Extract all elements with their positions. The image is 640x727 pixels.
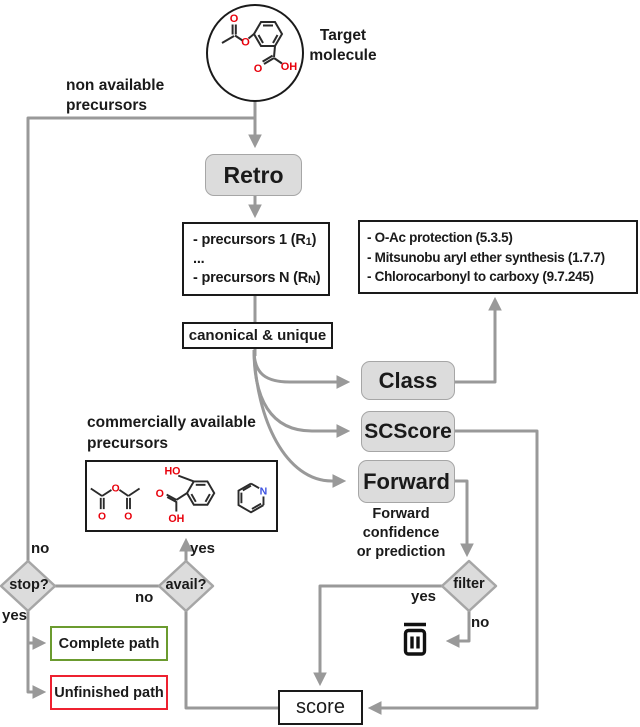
scscore-label: SCScore [364,419,452,443]
filter-decision-label: filter [453,576,485,592]
forward-model-node [358,460,455,503]
class-model-node [361,361,455,400]
atom-label: O [229,13,239,25]
precursors-list-box [182,222,330,296]
reaction-class-item: - Mitsunobu aryl ether synthesis (1.7.7) [367,249,605,265]
unfinished-path-box [50,675,168,710]
edge-class-to-classlist [455,301,495,382]
target-molecule-label: Target molecule [309,27,377,64]
canonical-unique-box [182,322,333,349]
edge-filter-no-to-trash [450,611,469,641]
complete-path-box [50,626,168,661]
precursor-ellipsis: ... [193,251,205,267]
forward-confidence-note: Forward confidence or prediction [356,506,446,560]
edge-avail-to-score [186,611,280,708]
acetic-anhydride-molecule-icon [88,468,148,524]
scscore-model-node [361,411,455,452]
reaction-class-item: - Chlorocarbonyl to carboxy (9.7.245) [367,268,594,284]
target-molecule-circle [206,4,304,102]
precursor-line-1: - precursors 1 (R1) [193,232,317,248]
filter-no-label: no [471,614,490,631]
stop-yes-label: yes [2,607,28,624]
edge-to-scscore [254,350,346,431]
score-node [278,690,363,725]
avail-no-label: no [135,589,154,606]
forward-label: Forward [363,468,450,494]
atom-label: OH [280,61,298,73]
atom-label: HO [163,465,180,478]
atom-label: N [259,485,268,498]
non-available-precursors-label: non available precursors [66,77,165,114]
salicylic-acid-molecule-icon [149,462,227,530]
reaction-classes-box [358,220,638,294]
retro-node [205,154,302,196]
commercially-available-label: commercially available precursors [87,414,256,452]
avail-decision-label: avail? [165,577,207,593]
atom-label: O [111,483,120,495]
score-label: score [296,696,345,718]
atom-label: O [155,487,164,500]
reaction-class-item: - O-Ac protection (5.3.5) [367,230,513,246]
canonical-unique-label: canonical & unique [188,327,327,344]
edge-forward-to-filter [455,481,467,553]
atom-label: O [124,511,133,523]
edge-to-class [254,350,346,382]
class-label: Class [378,367,438,393]
atom-label: O [97,511,106,523]
stop-decision-label: stop? [9,577,49,593]
aspirin-molecule-icon [208,6,302,100]
stop-no-label: no [31,540,50,557]
atom-label: O [253,63,263,75]
atom-label: O [241,36,250,49]
complete-path-label: Complete path [58,635,160,652]
atom-label: OH [167,513,184,526]
edge-stop-yes-to-unfinished [28,611,42,692]
filter-yes-label: yes [411,588,437,605]
pyridine-molecule-icon [227,468,275,524]
precursor-line-n: - precursors N (RN) [193,270,321,286]
avail-yes-label: yes [190,540,216,557]
retro-label: Retro [223,161,284,188]
unfinished-path-label: Unfinished path [54,684,164,701]
commercial-precursors-box [85,460,278,532]
trash-icon [399,620,431,658]
